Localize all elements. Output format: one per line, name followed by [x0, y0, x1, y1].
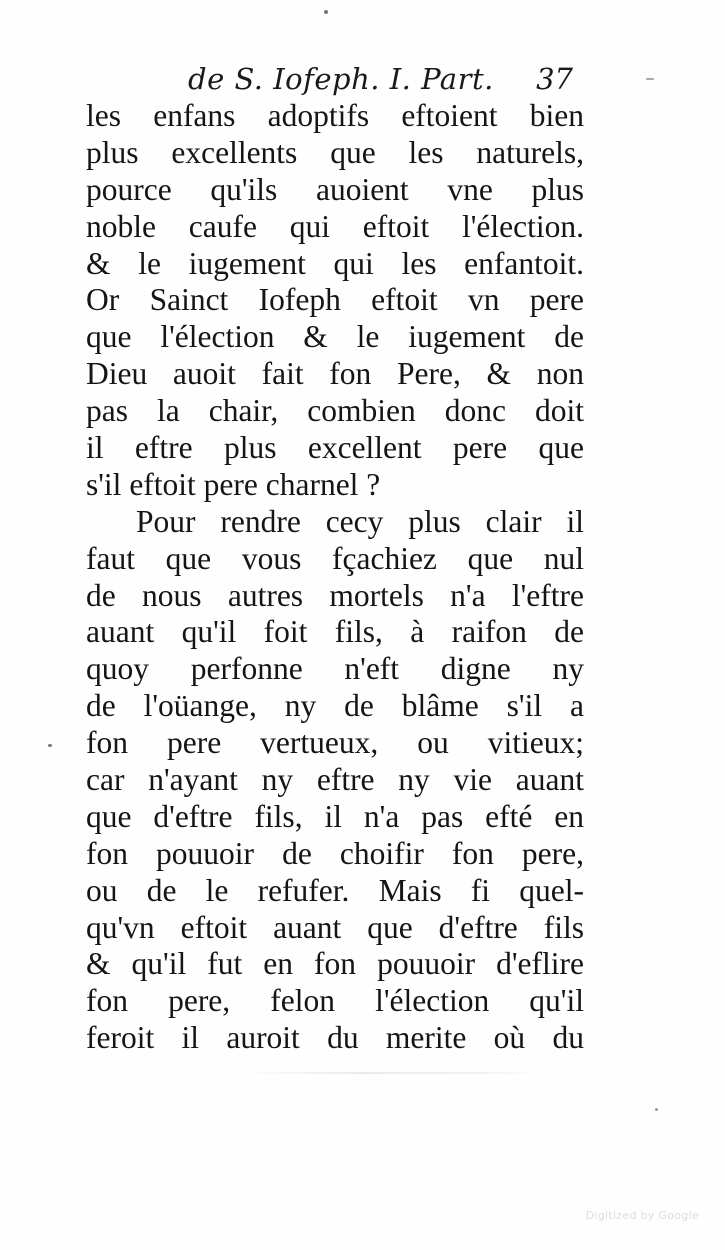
running-title: de S. Iofeph. I. Part. [188, 62, 494, 96]
right-speck [655, 1108, 658, 1111]
body-text [86, 98, 584, 1057]
text-line: Dieu auoit fait fon Pere, & non [86, 356, 584, 392]
text-line: Or Sainct Iofeph eftoit vn pere [86, 282, 584, 318]
text-line: pource qu'ils auoient vne plus [86, 171, 584, 207]
text-line: que l'élection & le iugement de [86, 319, 584, 355]
running-head [180, 62, 575, 98]
text-line: fon pouuoir de choifir fon pere, [86, 835, 584, 871]
text-line: que d'eftre fils, il n'a pas efté en [86, 798, 584, 834]
text-line: les enfans adoptifs eftoient bien [86, 98, 584, 133]
digitization-watermark: Digitized by Google [585, 1209, 699, 1222]
text-line: de l'oüange, ny de blâme s'il a [86, 688, 584, 724]
text-line: quoy perfonne n'eft digne ny [86, 651, 584, 687]
bleed-through-line [240, 1072, 540, 1074]
text-line: auant qu'il foit fils, à raifon de [86, 614, 584, 650]
paragraph-2 [86, 504, 584, 1057]
margin-speck [48, 744, 52, 747]
page-number: 37 [536, 62, 573, 96]
text-line: faut que vous fçachiez que nul [86, 540, 584, 576]
text-line: car n'ayant ny eftre ny vie auant [86, 762, 584, 798]
text-line: fon pere, felon l'élection qu'il [86, 983, 584, 1019]
text-line: & qu'il fut en fon pouuoir d'eflire [86, 946, 584, 982]
text-line: noble caufe qui eftoit l'élection. [86, 208, 584, 244]
paragraph-1 [86, 98, 584, 504]
text-line: il eftre plus excellent pere que [86, 430, 584, 466]
text-line: qu'vn eftoit auant que d'eftre fils [86, 909, 584, 945]
text-line: plus excellents que les naturels, [86, 134, 584, 170]
text-line: fon pere vertueux, ou vitieux; [86, 725, 584, 761]
right-speck-2 [646, 78, 654, 80]
text-line: pas la chair, combien donc doit [86, 393, 584, 429]
top-speck [324, 10, 328, 14]
text-line: ou de le refufer. Mais fi quel- [86, 872, 584, 908]
text-line: de nous autres mortels n'a l'eftre [86, 577, 584, 613]
text-line: & le iugement qui les enfantoit. [86, 245, 584, 281]
text-line: s'il eftoit pere charnel ? [86, 466, 381, 502]
text-line: Pour rendre cecy plus clair il [136, 503, 584, 539]
text-line: feroit il auroit du merite où du [86, 1020, 584, 1056]
